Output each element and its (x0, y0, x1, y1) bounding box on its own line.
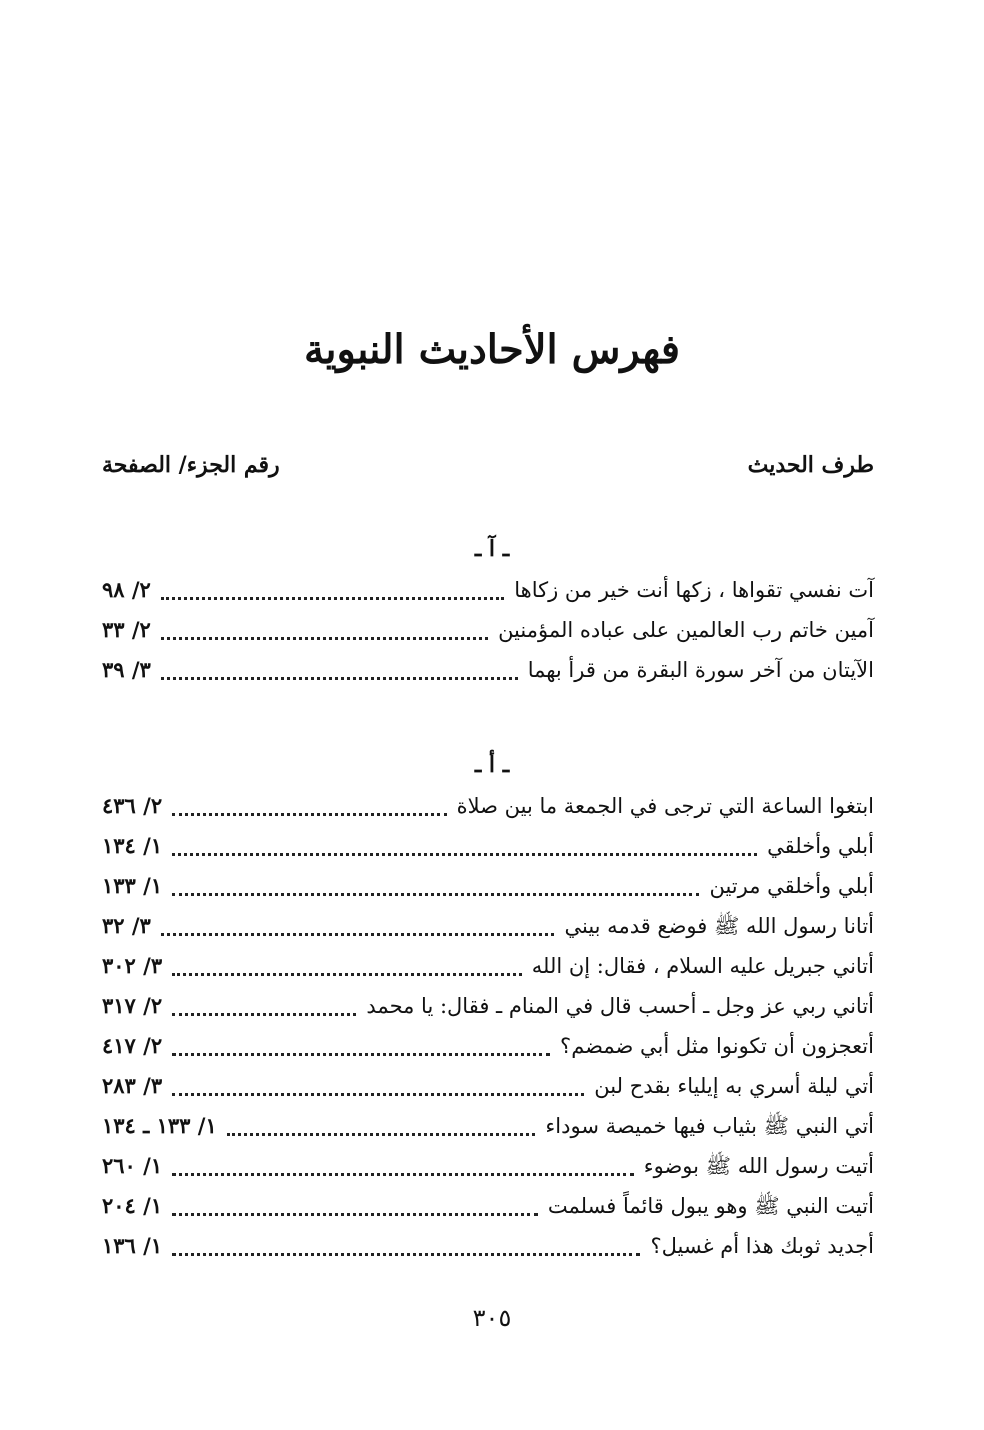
volume-page-ref: ١/ ١٣٦ (102, 1233, 163, 1258)
list-item (102, 610, 874, 650)
hadith-text: أبلي وأخلقي (767, 834, 874, 858)
hadith-text: أتيت النبي ﷺ وهو يبول قائماً فسلمت (547, 1194, 874, 1218)
leader-dots (161, 933, 555, 936)
list-item (102, 866, 874, 906)
volume-page-ref: ١/ ١٣٣ ـ ١٣٤ (102, 1113, 217, 1138)
hadith-text: أتاني ربي عز وجل ـ أحسب قال في المنام ـ فقال: يا محمد (366, 994, 874, 1018)
hadith-text: أتانا رسول الله ﷺ فوضع قدمه بيني (564, 914, 874, 938)
leader-dots (161, 637, 488, 640)
leader-dots (161, 597, 504, 600)
section-letter-alef-hamza: ـ أ ـ (474, 752, 510, 778)
hadith-text: ابتغوا الساعة التي ترجى في الجمعة ما بين صلاة (456, 794, 874, 818)
volume-page-ref: ١/ ١٣٣ (102, 873, 163, 898)
volume-page-ref: ٢/ ٩٨ (102, 577, 151, 602)
leader-dots (227, 1133, 536, 1136)
volume-page-ref: ١/ ١٣٤ (102, 833, 163, 858)
leader-dots (172, 1173, 634, 1176)
leader-dots (172, 893, 699, 896)
leader-dots (172, 1093, 584, 1096)
page-title: فهرس الأحاديث النبوية (303, 326, 681, 373)
hadith-text: أجديد ثوبك هذا أم غسيل؟ (650, 1234, 874, 1258)
list-item (102, 906, 874, 946)
hadith-text: أتعجزون أن تكونوا مثل أبي ضمضم؟ (560, 1034, 874, 1058)
list-item (102, 946, 874, 986)
list-item (102, 986, 874, 1026)
hadith-text: آمين خاتم رب العالمين على عباده المؤمنين (498, 618, 874, 642)
list-item (102, 1186, 874, 1226)
volume-page-ref: ٢/ ٤١٧ (102, 1033, 163, 1058)
list-item (102, 650, 874, 690)
list-item (102, 1026, 874, 1066)
page-number: ٣٠٥ (472, 1304, 512, 1332)
leader-dots (161, 677, 518, 680)
leader-dots (172, 1053, 550, 1056)
leader-dots (172, 853, 757, 856)
list-item (102, 570, 874, 610)
list-item (102, 1146, 874, 1186)
hadith-text: أتيت رسول الله ﷺ بوضوء (643, 1154, 874, 1178)
hadith-column-header: طرف الحديث (747, 452, 874, 478)
leader-dots (172, 973, 522, 976)
section-letter-alef-madda: ـ آ ـ (474, 536, 510, 562)
volume-page-ref: ٣/ ٢٨٣ (102, 1073, 163, 1098)
leader-dots (172, 813, 446, 816)
hadith-text: أتي ليلة أسري به إيلياء بقدح لبن (594, 1074, 874, 1098)
volume-page-ref: ٣/ ٣٩ (102, 657, 151, 682)
list-item (102, 1106, 874, 1146)
volume-page-ref: ٢/ ٤٣٦ (102, 793, 163, 818)
leader-dots (172, 1253, 640, 1256)
list-item (102, 1226, 874, 1266)
list-item (102, 826, 874, 866)
volume-page-ref: ٣/ ٣٠٢ (102, 953, 163, 978)
volume-page-ref: ١/ ٢٦٠ (102, 1153, 163, 1178)
section-entries-alef-hamza (102, 786, 874, 1266)
reference-column-header: رقم الجزء/ الصفحة (102, 452, 280, 478)
leader-dots (172, 1213, 538, 1216)
list-item (102, 786, 874, 826)
volume-page-ref: ٣/ ٣٢ (102, 913, 151, 938)
hadith-text: الآيتان من آخر سورة البقرة من قرأ بهما (527, 658, 874, 682)
volume-page-ref: ١/ ٢٠٤ (102, 1193, 163, 1218)
hadith-text: أتي النبي ﷺ بثياب فيها خميصة سوداء (545, 1114, 874, 1138)
volume-page-ref: ٢/ ٣٣ (102, 617, 151, 642)
hadith-text: أبلي وأخلقي مرتين (709, 874, 874, 898)
list-item (102, 1066, 874, 1106)
hadith-text: آت نفسي تقواها ، زكها أنت خير من زكاها (514, 578, 874, 602)
leader-dots (172, 1013, 356, 1016)
volume-page-ref: ٢/ ٣١٧ (102, 993, 163, 1018)
hadith-text: أتاني جبريل عليه السلام ، فقال: إن الله (531, 954, 874, 978)
section-entries-alef-madda (102, 570, 874, 690)
